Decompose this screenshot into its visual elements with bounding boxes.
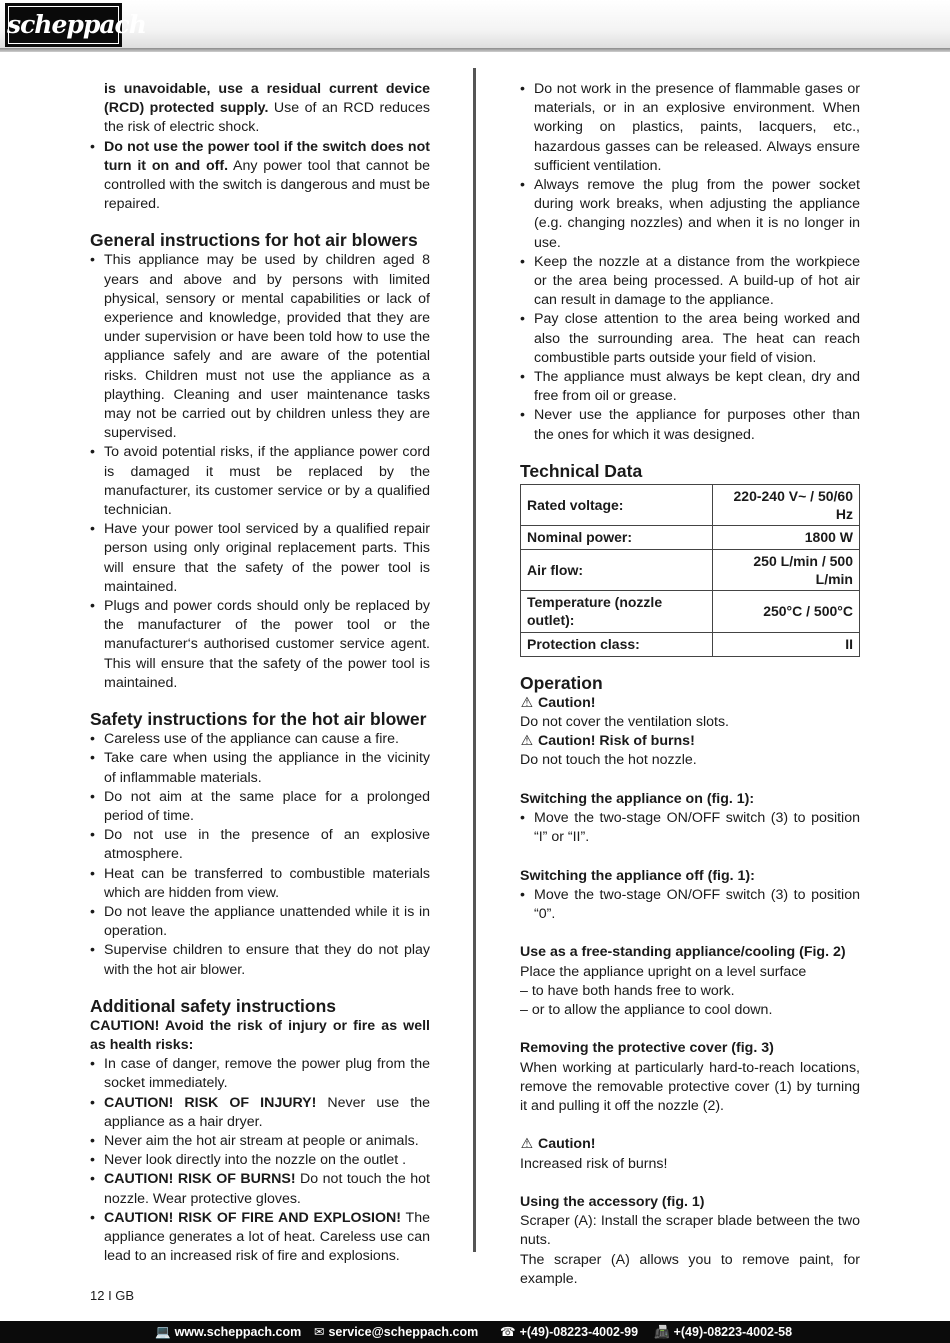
technical-data-table bbox=[520, 484, 860, 657]
list-item: • Have your power tool serviced by a qualified repair person using only original replacement parts. This will ensure that the safety of the power tool is maintained. bbox=[90, 520, 430, 597]
phone-icon: ☎ bbox=[500, 1325, 516, 1339]
additional-caution: CAUTION! Avoid the risk of injury or fire as well as health risks: bbox=[90, 1017, 430, 1053]
footer-email[interactable]: ✉ service@scheppach.com bbox=[314, 1325, 479, 1339]
list-item: • CAUTION! RISK OF INJURY! Never use the appliance as a hair dryer. bbox=[90, 1094, 430, 1132]
page-footer bbox=[0, 1321, 950, 1343]
subsection-title-accessory: Using the accessory (fig. 1) bbox=[520, 1194, 705, 1211]
text-paragraph: When working at particularly hard-to-reach locations, remove the removable protective cover (1) by turning it and pulling it off the nozzle (2). bbox=[520, 1059, 860, 1115]
list-item: is unavoidable, use a residual current device (RCD) protected supply. Use of an RCD reduces the risk of electric shock. bbox=[104, 81, 430, 136]
caution-heading: ⚠ Caution! Risk of burns! bbox=[520, 732, 860, 751]
scheppach-logo: scheppach bbox=[5, 3, 122, 47]
computer-icon: 💻 bbox=[155, 1325, 171, 1339]
list-item: • To avoid potential risks, if the appliance power cord is damaged it must be replaced by the manufacturer, its customer service or by a qualified technician. bbox=[90, 443, 430, 520]
list-item: • Do not use in the presence of an explosive atmosphere. bbox=[90, 826, 430, 864]
left-column bbox=[90, 80, 430, 1266]
list-item: • Plugs and power cords should only be replaced by the manufacturer of the power tool or the manufacturer‘s authorised customer service agent. This will ensure that the safety of the power tool is maintained. bbox=[90, 597, 430, 693]
list-item: • In case of danger, remove the power plug from the socket immediately. bbox=[90, 1055, 430, 1093]
table-row: Nominal power: 1800 W bbox=[521, 525, 860, 549]
general-list bbox=[90, 251, 430, 693]
list-item: • CAUTION! RISK OF BURNS! Do not touch the hot nozzle. Wear protective gloves. bbox=[90, 1170, 430, 1208]
fax-icon: 📠 bbox=[654, 1325, 670, 1339]
subsection-title-free-standing: Use as a free-standing appliance/cooling (Fig. 2) bbox=[520, 944, 846, 961]
caution-heading: ⚠ Caution! bbox=[520, 694, 860, 713]
table-row: Protection class: II bbox=[521, 632, 860, 656]
text-line: – or to allow the appliance to cool down. bbox=[520, 1002, 773, 1019]
intro-list bbox=[90, 80, 430, 214]
list-item: • Move the two-stage ON/OFF switch (3) to position “I” or “II”. bbox=[520, 809, 860, 847]
list-item: • Never look directly into the nozzle on the outlet . bbox=[90, 1151, 430, 1170]
list-item: • Keep the nozzle at a distance from the workpiece or the area being processed. A build-up of hot air can result in damage to the appliance. bbox=[520, 253, 860, 311]
section-title-technical-data: Technical Data bbox=[520, 460, 643, 481]
list-item: • Do not aim at the same place for a prolonged period of time. bbox=[90, 788, 430, 826]
caution-text: Increased risk of burns! bbox=[520, 1155, 668, 1172]
list-item: • Move the two-stage ON/OFF switch (3) to position “0”. bbox=[520, 886, 860, 924]
list-item: • Always remove the plug from the power socket during work breaks, when adjusting the appliance (e.g. changing nozzles) and when it is no longer in use. bbox=[520, 176, 860, 253]
text-paragraph: Scraper (A): Install the scraper blade between the two nuts. bbox=[520, 1213, 860, 1249]
caution-heading: ⚠ Caution! bbox=[520, 1135, 860, 1154]
subsection-title-switch-off: Switching the appliance off (fig. 1): bbox=[520, 867, 755, 884]
column-divider bbox=[473, 68, 476, 1252]
list-item: • Take care when using the appliance in the vicinity of inflammable materials. bbox=[90, 749, 430, 787]
caution-text: Do not cover the ventilation slots. bbox=[520, 714, 729, 731]
section-title-general: General instructions for hot air blowers bbox=[90, 230, 418, 251]
precaution-list bbox=[520, 80, 860, 445]
table-row: Rated voltage: 220-240 V~ / 50/60 Hz bbox=[521, 484, 860, 525]
text-line: – to have both hands free to work. bbox=[520, 982, 735, 999]
list-item: • Do not work in the presence of flammable gases or materials, or in an explosive environment. When working on plastics, paints, lacquers, etc., hazardous gasses can be released. Always ensure sufficient ventilation. bbox=[520, 80, 860, 176]
safety-list bbox=[90, 730, 430, 980]
list-item: • Never aim the hot air stream at people or animals. bbox=[90, 1132, 430, 1151]
list-item: • Pay close attention to the area being worked and also the surrounding area. The heat can reach combustible parts outside your field of vision. bbox=[520, 310, 860, 368]
page-number: 12 I GB bbox=[90, 1288, 135, 1303]
footer-phone: ☎ +(49)-08223-4002-99 bbox=[500, 1325, 639, 1339]
warning-icon: ⚠ bbox=[520, 694, 534, 711]
footer-website[interactable]: 💻 www.scheppach.com bbox=[155, 1325, 302, 1339]
additional-list bbox=[90, 1055, 430, 1266]
text-paragraph: The scraper (A) allows you to remove paint, for example. bbox=[520, 1251, 860, 1287]
list-item: • Do not use the power tool if the switch does not turn it on and off. Any power tool that cannot be controlled with the switch is dangerous and must be repaired. bbox=[90, 138, 430, 215]
header-divider bbox=[0, 48, 950, 52]
warning-icon: ⚠ bbox=[520, 1136, 534, 1153]
footer-fax: 📠 +(49)-08223-4002-58 bbox=[654, 1325, 793, 1339]
section-title-safety: Safety instructions for the hot air blower bbox=[90, 709, 427, 730]
right-column bbox=[520, 80, 860, 1289]
list-item: • Do not leave the appliance unattended while it is in operation. bbox=[90, 903, 430, 941]
subsection-title-protective-cover: Removing the protective cover (fig. 3) bbox=[520, 1040, 774, 1057]
mail-icon: ✉ bbox=[314, 1325, 325, 1339]
warning-icon: ⚠ bbox=[520, 733, 534, 750]
list-item: • The appliance must always be kept clean, dry and free from oil or grease. bbox=[520, 368, 860, 406]
list-item: • Supervise children to ensure that they do not play with the hot air blower. bbox=[90, 941, 430, 979]
caution-text: Do not touch the hot nozzle. bbox=[520, 752, 697, 769]
text-line: Place the appliance upright on a level surface bbox=[520, 963, 807, 980]
list-item: • CAUTION! RISK OF FIRE AND EXPLOSION! The appliance generates a lot of heat. Careless use can lead to an increased risk of fire and explosions. bbox=[90, 1209, 430, 1267]
table-row: Temperature (nozzle outlet): 250°C / 500°C bbox=[521, 590, 860, 632]
section-title-additional: Additional safety instructions bbox=[90, 995, 336, 1016]
list-item: • This appliance may be used by children aged 8 years and above and by persons with limited physical, sensory or mental capabilities or lack of experience and knowledge, provided that they are under supervision or have been told how to use the appliance safely and are aware of the potential risks. Children must not use the appliance as a plaything. Cleaning and user maintenance tasks may not be carried out by children unless they are supervised. bbox=[90, 251, 430, 443]
table-row: Air flow: 250 L/min / 500 L/min bbox=[521, 549, 860, 590]
subsection-title-switch-on: Switching the appliance on (fig. 1): bbox=[520, 790, 755, 807]
section-title-operation: Operation bbox=[520, 672, 603, 693]
list-item: • Heat can be transferred to combustible materials which are hidden from view. bbox=[90, 865, 430, 903]
list-item: • Never use the appliance for purposes other than the ones for which it was designed. bbox=[520, 406, 860, 444]
list-item: • Careless use of the appliance can cause a fire. bbox=[90, 730, 430, 749]
